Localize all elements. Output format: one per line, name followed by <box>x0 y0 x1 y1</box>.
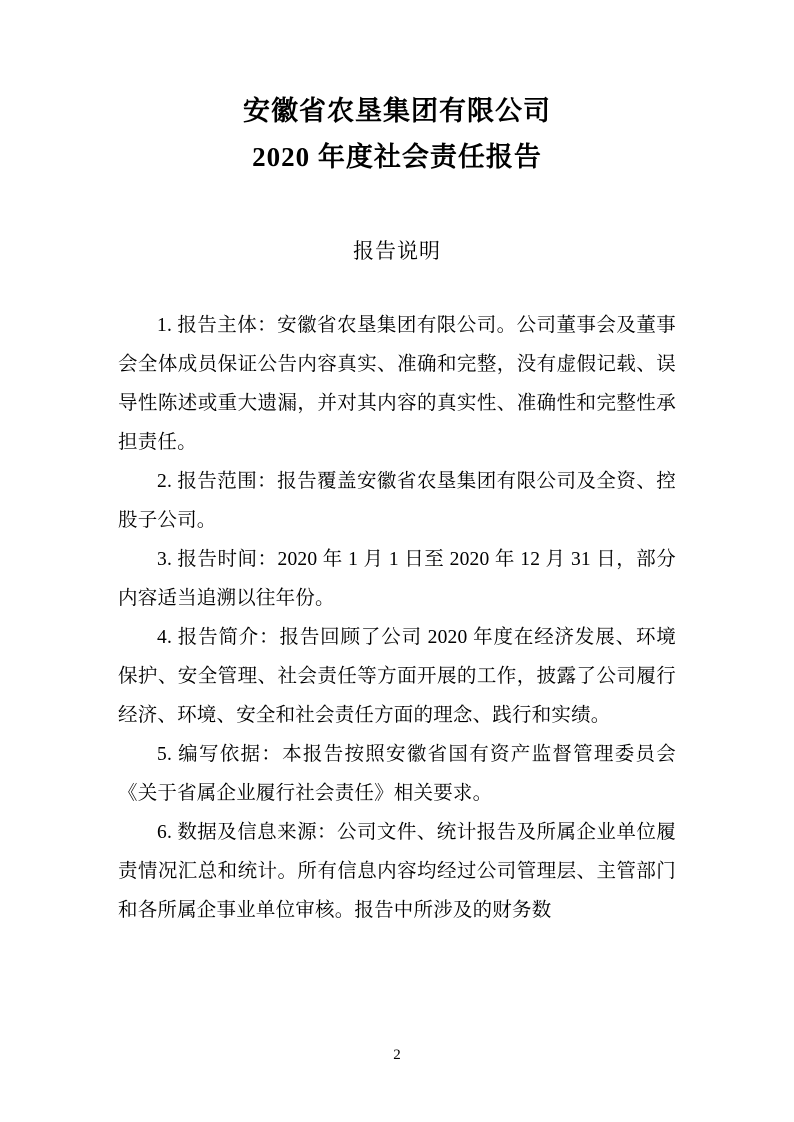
page-number: 2 <box>393 1047 401 1063</box>
paragraph-5: 5. 编写依据：本报告按照安徽省国有资产监督管理委员会《关于省属企业履行社会责任》相关要求。 <box>118 744 676 804</box>
paragraph-2: 2. 报告范围：报告覆盖安徽省农垦集团有限公司及全资、控股子公司。 <box>118 471 676 531</box>
paragraph-6: 6. 数据及信息来源：公司文件、统计报告及所属企业单位履责情况汇总和统计。所有信息内容均经过公司管理层、主管部门和各所属企事业单位审核。报告中所涉及的财务数 <box>118 822 676 921</box>
document-body <box>118 306 676 930</box>
document-title <box>118 0 676 180</box>
title-line-2: 2020 年度社会责任报告 <box>252 142 542 172</box>
paragraph-4: 4. 报告简介：报告回顾了公司 2020 年度在经济发展、环境保护、安全管理、社会责任等方面开展的工作，披露了公司履行经济、环境、安全和社会责任方面的理念、践行和实绩。 <box>118 627 676 726</box>
paragraph-3: 3. 报告时间：2020 年 1 月 1 日至 2020 年 12 月 31 日，部分内容适当追溯以往年份。 <box>118 549 676 609</box>
paragraph-1: 1. 报告主体：安徽省农垦集团有限公司。公司董事会及董事会全体成员保证公告内容真实、准确和完整，没有虚假记载、误导性陈述或重大遗漏，并对其内容的真实性、准确性和完整性承担责任。 <box>118 315 676 453</box>
title-line-1: 安徽省农垦集团有限公司 <box>243 96 551 126</box>
section-heading: 报告说明 <box>353 239 441 263</box>
